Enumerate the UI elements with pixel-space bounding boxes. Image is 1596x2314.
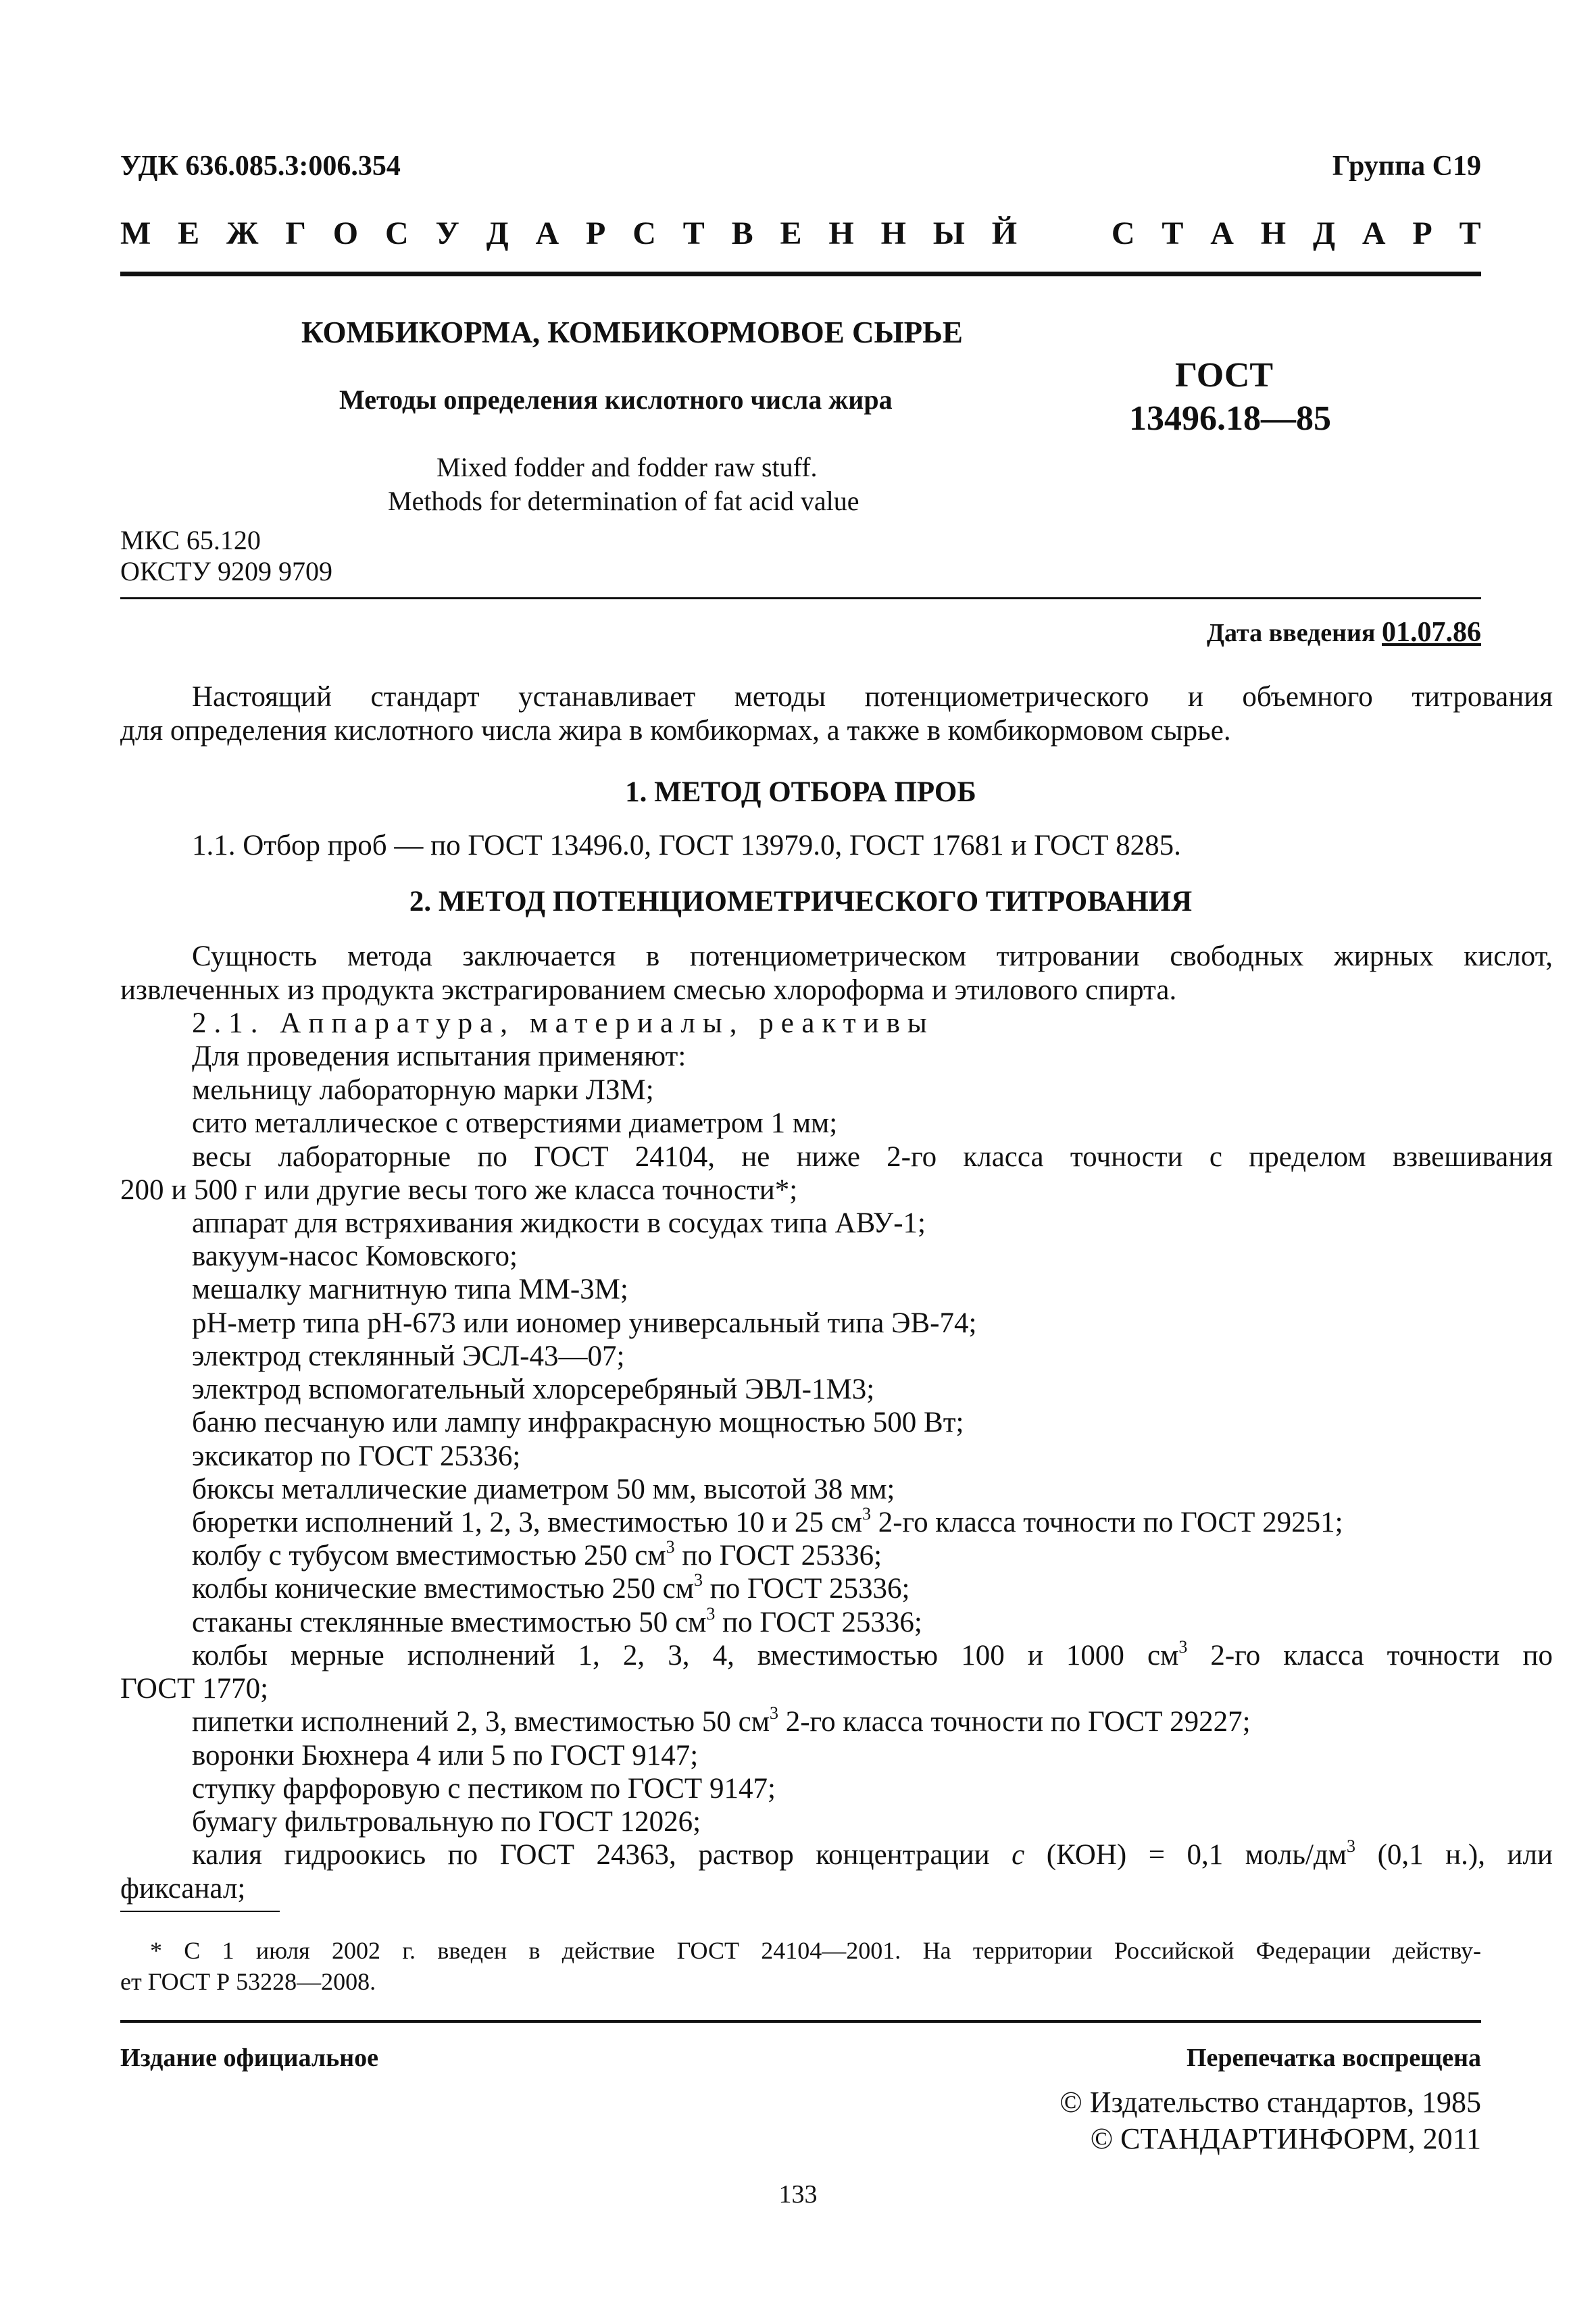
interstate-standard-heading — [120, 215, 1481, 252]
equipment-item-continued: фиксанал; — [120, 1873, 246, 1905]
introduction-date — [1207, 616, 1481, 649]
heading-letter: А — [535, 216, 559, 251]
equipment-item-volumetric-flasks: колбы мерные исполнений 1, 2, 3, 4, вместимостью 100 и 1000 $см^3$ 2-го класса точности по — [192, 1637, 1553, 1671]
heading-letter: С — [384, 216, 409, 251]
gost-number: 13496.18—85 — [1129, 399, 1331, 438]
heading-letter: Т — [1459, 216, 1481, 251]
heading-letter: Й — [991, 216, 1018, 251]
section-2-heading: 2. МЕТОД ПОТЕНЦИОМЕТРИЧЕСКОГО ТИТРОВАНИЯ — [409, 886, 1193, 917]
footer-rule — [120, 2020, 1481, 2023]
heading-letter: В — [731, 216, 753, 251]
official-edition: Издание официальное — [120, 2044, 379, 2072]
equipment-item: ступку фарфоровую с пестиком по ГОСТ 9147; — [192, 1773, 776, 1805]
okstu-code: ОКСТУ 9209 9709 — [120, 556, 333, 586]
udk-code: УДК 636.085.3:006.354 — [120, 151, 401, 182]
equipment-item: эксикатор по ГОСТ 25336; — [192, 1440, 521, 1472]
heading-letter: А — [1362, 216, 1386, 251]
intro-line-1: Настоящий стандарт устанавливает методы потенциометрического и объемного титрования — [192, 681, 1553, 713]
equipment-item: баню песчаную или лампу инфракрасную мощностью 500 Вт; — [192, 1407, 964, 1438]
reprint-prohibited: Перепечатка воспрещена — [1186, 2044, 1481, 2072]
equipment-item-beakers: стаканы стеклянные вместимостью 50 $см^3$ по ГОСТ 25336; — [192, 1604, 922, 1638]
heading-letter: Н — [880, 216, 906, 251]
equipment-item: воронки Бюхнера 4 или 5 по ГОСТ 9147; — [192, 1740, 699, 1771]
equipment-item: бюксы металлические диаметром 50 мм, высотой 38 мм; — [192, 1474, 895, 1505]
footnote-line-2: ет ГОСТ Р 53228—2008. — [120, 1968, 376, 1995]
title-rule — [120, 597, 1481, 599]
copyright-1985: © Издательство стандартов, 1985 — [1059, 2086, 1481, 2119]
equipment-item: вакуум-насос Комовского; — [192, 1240, 518, 1272]
equipment-item-koh: калия гидроокись по ГОСТ 24363, раствор концентрации c (КОН) = 0,1 моль/$дм^3$ (0,1 н.), или — [192, 1836, 1553, 1871]
heading-letter: Ы — [932, 216, 965, 251]
equipment-item-pipettes: пипетки исполнений 2, 3, вместимостью 50 $см^3$ 2-го класса точности по ГОСТ 29227; — [192, 1703, 1251, 1738]
equipment-item: аппарат для встряхивания жидкости в сосудах типа АВУ-1; — [192, 1207, 926, 1239]
heading-letter: Е — [780, 216, 802, 251]
heading-letter: Н — [828, 216, 854, 251]
heading-letter: Р — [586, 216, 606, 251]
heading-letter: Д — [486, 216, 509, 251]
heading-letter: Р — [1412, 216, 1432, 251]
footnote-rule — [120, 1911, 280, 1912]
equipment-item-continued: ГОСТ 1770; — [120, 1673, 269, 1705]
heading-letter: Н — [1260, 216, 1287, 251]
equipment-item: рН-метр типа рН-673 или иономер универсальный типа ЭВ-74; — [192, 1307, 977, 1339]
apparatus-subheading: 2.1. Аппаратура, материалы, реактивы — [192, 1007, 934, 1039]
equipment-item: весы лабораторные по ГОСТ 24104, не ниже 2-го класса точности с пределом взвешивания — [192, 1141, 1553, 1173]
equipment-item: электрод стеклянный ЭСЛ-43—07; — [192, 1340, 625, 1372]
english-title-line-1: Mixed fodder and fodder raw stuff. — [437, 452, 818, 482]
copyright-2011: © СТАНДАРТИНФОРМ, 2011 — [1090, 2122, 1481, 2155]
heading-letter: У — [435, 216, 459, 251]
document-title: КОМБИКОРМА, КОМБИКОРМОВОЕ СЫРЬЕ — [301, 316, 963, 349]
intro-line-2: для определения кислотного числа жира в комбикормах, а также в комбикормовом сырье. — [120, 715, 1231, 747]
apparatus-intro: Для проведения испытания применяют: — [192, 1040, 687, 1072]
gost-label: ГОСТ — [1175, 356, 1274, 395]
introduction-date-value: 01.07.86 — [1382, 617, 1481, 648]
mks-code: МКС 65.120 — [120, 525, 261, 555]
heading-word-gap — [1044, 215, 1084, 252]
heading-letter: А — [1210, 216, 1234, 251]
equipment-item-burettes: бюретки исполнений 1, 2, 3, вместимостью 10 и 25 $см^3$ 2-го класса точности по ГОСТ 29251; — [192, 1504, 1343, 1538]
equipment-item: сито металлическое с отверстиями диаметром 1 мм; — [192, 1107, 838, 1139]
essence-line-1: Сущность метода заключается в потенциометрическом титровании свободных жирных кислот, — [192, 940, 1553, 972]
equipment-item: бумагу фильтровальную по ГОСТ 12026; — [192, 1806, 701, 1838]
section-1-text: 1.1. Отбор проб — по ГОСТ 13496.0, ГОСТ 13979.0, ГОСТ 17681 и ГОСТ 8285. — [192, 830, 1181, 861]
section-1-heading: 1. МЕТОД ОТБОРА ПРОБ — [625, 776, 976, 808]
heading-letter: М — [120, 216, 151, 251]
heading-letter: С — [1111, 216, 1135, 251]
essence-line-2: извлеченных из продукта экстрагированием смесью хлороформа и этилового спирта. — [120, 974, 1177, 1006]
heading-letter: Т — [1162, 216, 1184, 251]
equipment-item: электрод вспомогательный хлорсеребряный ЭВЛ-1М3; — [192, 1374, 875, 1405]
heading-letter: С — [632, 216, 656, 251]
document-subtitle: Методы определения кислотного числа жира — [339, 384, 893, 415]
introduction-date-label: Дата введения — [1206, 619, 1376, 647]
heading-letter: Е — [178, 216, 200, 251]
footnote-line-1: * С 1 июля 2002 г. введен в действие ГОСТ 24104—2001. На территории Российской Федерации действу- — [150, 1937, 1481, 1964]
page-number: 133 — [778, 2180, 818, 2209]
equipment-item: мешалку магнитную типа ММ-3М; — [192, 1274, 628, 1305]
group-code: Группа С19 — [1332, 151, 1481, 182]
equipment-item-continued: 200 и 500 г или другие весы того же класса точности*; — [120, 1174, 798, 1206]
heading-letter: Г — [285, 216, 306, 251]
heading-letter: Ж — [226, 216, 259, 251]
english-title-line-2: Methods for determination of fat acid value — [388, 486, 859, 516]
heading-letter: Т — [682, 216, 705, 251]
equipment-item: мельницу лабораторную марки ЛЗМ; — [192, 1074, 654, 1106]
header-rule — [120, 272, 1481, 276]
equipment-item-conical-flasks: колбы конические вместимостью 250 $см^3$ по ГОСТ 25336; — [192, 1570, 910, 1605]
heading-letter: О — [332, 216, 359, 251]
heading-letter: Д — [1312, 216, 1336, 251]
equipment-item-flask-tube: колбу с тубусом вместимостью 250 $см^3$ по ГОСТ 25336; — [192, 1537, 882, 1571]
